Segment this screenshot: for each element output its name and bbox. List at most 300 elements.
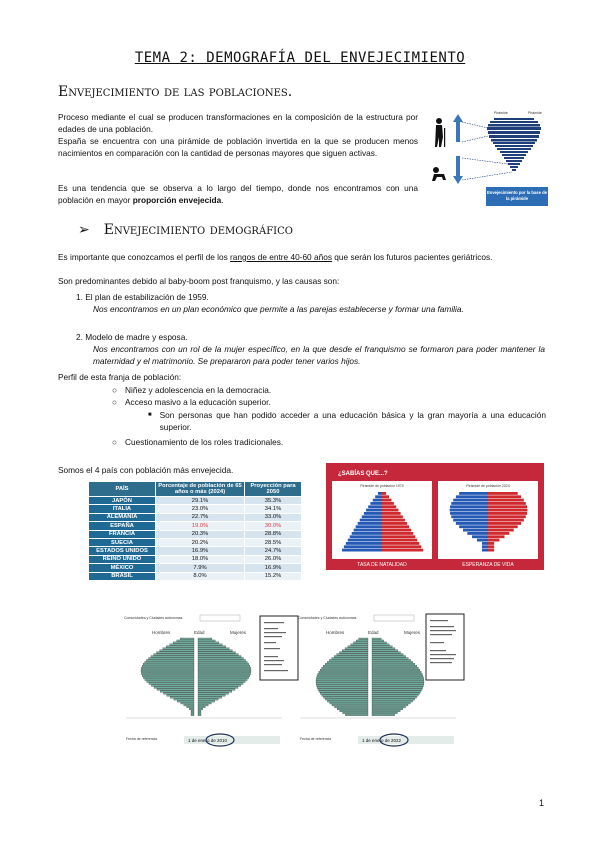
ine-left-header: Comunidades y Ciudades autónomas bbox=[124, 616, 183, 620]
ine-bar-women bbox=[198, 650, 232, 652]
pyramid-bar-women bbox=[488, 492, 518, 495]
pyramid-bar-men bbox=[450, 512, 488, 515]
ine-bar-men bbox=[351, 644, 368, 646]
ine-bar-women bbox=[372, 685, 423, 687]
pyramid-bar-women bbox=[488, 542, 494, 545]
pyramid-bar-men bbox=[451, 502, 488, 505]
table-cell-country: SUECIA bbox=[89, 538, 156, 546]
ine-left-women: Mujeres bbox=[230, 630, 247, 635]
ine-bar-men bbox=[356, 640, 368, 642]
ine-bar-men bbox=[317, 687, 368, 689]
ine-bar-men bbox=[332, 658, 368, 660]
table-cell-2050: 34.1% bbox=[245, 505, 302, 513]
ine-bar-men bbox=[345, 648, 368, 650]
ine-bar-men bbox=[342, 650, 368, 652]
arrow-up-icon bbox=[453, 114, 463, 142]
pyramid-bar-men bbox=[456, 522, 488, 525]
pyramid-bar-men bbox=[352, 532, 382, 535]
pyramid-bar-men bbox=[356, 525, 382, 528]
table-cell-2024: 22.7% bbox=[156, 513, 245, 521]
ine-bar-women bbox=[372, 659, 411, 661]
ine-bar-men bbox=[353, 642, 368, 644]
ine-bar-men bbox=[316, 683, 368, 685]
ine-bar-women bbox=[198, 691, 232, 693]
pyramid-bar-men bbox=[482, 549, 488, 552]
ine-bar-men bbox=[327, 700, 368, 702]
bullet-2: ○ Acceso masivo a la educación superior. bbox=[112, 397, 271, 407]
table-cell-2024: 20.2% bbox=[156, 538, 245, 546]
ine-2022-bars bbox=[316, 638, 424, 716]
ine-bar-women bbox=[372, 704, 408, 706]
pyramid-bar-women bbox=[382, 499, 392, 502]
table-cell-country: ALEMANIA bbox=[89, 513, 156, 521]
ine-bar-men bbox=[329, 659, 368, 661]
ine-bar-women bbox=[198, 638, 212, 640]
pyramid-bar-men bbox=[459, 525, 488, 528]
ine-bar-men bbox=[337, 708, 368, 710]
ine-bar-men bbox=[317, 685, 368, 687]
ine-bar-women bbox=[198, 648, 229, 650]
ine-bar-women bbox=[372, 658, 408, 660]
pyramid-bar-women bbox=[382, 539, 417, 542]
ine-bar-women bbox=[372, 700, 413, 702]
ine-bar-men bbox=[323, 697, 368, 699]
ine-bar-women bbox=[372, 642, 387, 644]
ine-bar-women bbox=[198, 685, 241, 687]
arrow-down-icon bbox=[453, 156, 463, 184]
ine-bar-women bbox=[198, 706, 205, 708]
paragraph-causes: Son predominantes debido al baby-boom post franquismo, y las causas son: bbox=[58, 276, 340, 286]
ine-bar-men bbox=[317, 675, 368, 677]
ine-bar-women bbox=[372, 679, 424, 681]
pyramid-bar-men bbox=[451, 515, 488, 518]
section-heading-2 bbox=[78, 222, 293, 238]
table-cell-2024: 7.9% bbox=[156, 564, 245, 572]
ine-bar-men bbox=[154, 654, 194, 656]
bullet-3: ○ Cuestionamiento de los roles tradicionales. bbox=[112, 437, 284, 447]
ine-bar-women bbox=[198, 683, 243, 685]
ine-bar-women bbox=[198, 644, 222, 646]
ine-bar-women bbox=[372, 648, 395, 650]
pyramid-bar-women bbox=[488, 529, 514, 532]
table-cell-2050: 26.0% bbox=[245, 555, 302, 563]
table-cell-country: MÉXICO bbox=[89, 564, 156, 572]
figure-pyramid-aging bbox=[428, 104, 552, 210]
pyramid-bar-men bbox=[450, 509, 488, 512]
ine-bar-women bbox=[198, 669, 251, 671]
figure-ine-pyramids bbox=[122, 612, 466, 750]
ine-bar-women bbox=[372, 710, 400, 712]
ine-bar-men bbox=[327, 661, 368, 663]
ine-bar-women bbox=[372, 654, 403, 656]
ine-bar-women bbox=[372, 640, 384, 642]
ine-bar-women bbox=[372, 695, 418, 697]
ine-bar-women bbox=[372, 638, 381, 640]
ine-bar-women bbox=[372, 644, 389, 646]
paragraph-spain: España se encuentra con una pirámide de población invertida en la que se producen menos nacimientos en comparación con la cantidad de personas mayores que siguen activas. bbox=[58, 136, 418, 158]
pyramid-bar-men bbox=[354, 529, 382, 532]
ine-bar-women bbox=[198, 642, 219, 644]
table-cell-2050: 28.8% bbox=[245, 530, 302, 538]
ine-bar-women bbox=[198, 687, 238, 689]
page-number: 1 bbox=[538, 798, 544, 808]
paragraph-intro: Es importante que conozcamos el perfil de los rangos de entre 40-60 años que serán los futuros pacientes geriátricos. bbox=[58, 252, 493, 262]
ine-bar-men bbox=[187, 706, 194, 708]
ine-bar-men bbox=[141, 673, 194, 675]
pyramid-bar-women bbox=[382, 522, 407, 525]
ranking-text: Somos el 4 país con población más envejecida. bbox=[58, 465, 234, 475]
table-cell-2050: 15.2% bbox=[245, 572, 302, 580]
ine-bar-men bbox=[359, 638, 368, 640]
figure-sabias-que bbox=[326, 463, 544, 570]
ine-bar-men bbox=[142, 675, 194, 677]
ine-bar-men bbox=[170, 644, 194, 646]
ine-bar-women bbox=[372, 708, 403, 710]
pyramid-bars bbox=[487, 118, 541, 171]
aging-table bbox=[88, 481, 302, 581]
ine-right-select bbox=[374, 615, 414, 621]
ine-bar-men bbox=[320, 693, 368, 695]
ine-bar-women bbox=[198, 704, 208, 706]
table-cell-2024: 29.1% bbox=[156, 497, 245, 505]
paragraph-definition: Proceso mediante el cual se producen transformaciones en la composición de la estructura por edades de una población. bbox=[58, 112, 418, 134]
pyramid-bar-men bbox=[348, 539, 382, 542]
ine-bar-men bbox=[345, 714, 368, 716]
ine-bar-women bbox=[372, 646, 392, 648]
pyramid-bar-women bbox=[488, 525, 518, 528]
ine-bar-women bbox=[372, 667, 418, 669]
ine-bar-women bbox=[198, 656, 241, 658]
ine-bar-men bbox=[170, 697, 194, 699]
pyramid-label-right: Pirámide bbox=[528, 111, 542, 115]
pyramid-bar-men bbox=[346, 542, 382, 545]
pyramid-bar-men bbox=[450, 505, 488, 508]
pyramid-bar-women bbox=[488, 515, 526, 518]
pyramid-bar-women bbox=[382, 519, 405, 522]
pyramid-bar-women bbox=[382, 542, 419, 545]
ine-bar-men bbox=[163, 693, 194, 695]
table-cell-2050: 33.0% bbox=[245, 513, 302, 521]
ine-right-date: 1 de enero de 2022 bbox=[362, 738, 402, 743]
ine-bar-women bbox=[372, 714, 395, 716]
pyramid-bar-women bbox=[382, 492, 386, 495]
ine-bar-men bbox=[348, 646, 368, 648]
ine-right-men: Hombres bbox=[326, 630, 345, 635]
ine-bar-women bbox=[372, 697, 417, 699]
ine-bar-men bbox=[319, 671, 368, 673]
table-header-2024: Porcentaje de población de 65 años o más (2024) bbox=[156, 482, 245, 497]
ine-bar-men bbox=[189, 708, 194, 710]
ine-bar-men bbox=[316, 681, 368, 683]
ine-bar-men bbox=[151, 656, 194, 658]
list-item-1-detail: Nos encontramos en un plan económico que permite a las parejas establecerse y formar una familia. bbox=[93, 304, 464, 314]
table-header-2050: Proyección para 2050 bbox=[245, 482, 302, 497]
ine-bar-women bbox=[198, 700, 215, 702]
pyramid-bar-men bbox=[482, 545, 488, 548]
ine-bar-men bbox=[154, 687, 194, 689]
ine-bar-men bbox=[337, 654, 368, 656]
pyramid-bar-women bbox=[382, 549, 423, 552]
ine-bar-men bbox=[167, 695, 194, 697]
ine-bar-men bbox=[160, 691, 194, 693]
ine-bar-men bbox=[141, 671, 194, 673]
pyramid-bar-men bbox=[453, 519, 488, 522]
ine-bar-men bbox=[149, 658, 194, 660]
ine-bar-men bbox=[177, 640, 194, 642]
footer-natalidad: TASA DE NATALIDAD bbox=[357, 562, 407, 568]
ine-left-men: Hombres bbox=[152, 630, 171, 635]
ine-bar-women bbox=[198, 689, 235, 691]
ine-bar-men bbox=[173, 642, 194, 644]
pyramid-bar-men bbox=[482, 542, 488, 545]
ine-bar-women bbox=[198, 640, 215, 642]
list-item-2-detail: Nos encontramos con un rol de la mujer específico, en la que desde el franquismo se formaron para poder mantener la maternidad y el matrimonio. Se prepararon para poder tener varios hijos. bbox=[93, 344, 545, 366]
ine-bar-men bbox=[181, 702, 194, 704]
table-cell-country: REINO UNIDO bbox=[89, 555, 156, 563]
list-item-2: 2. Modelo de madre y esposa. bbox=[76, 332, 188, 342]
ine-bar-men bbox=[143, 677, 194, 679]
pyramid-bar-men bbox=[456, 495, 488, 498]
table-cell-country: BRASIL bbox=[89, 572, 156, 580]
ine-bar-men bbox=[343, 712, 368, 714]
ine-left-date: 1 de enero de 2010 bbox=[188, 738, 228, 743]
table-cell-country: ITALIA bbox=[89, 505, 156, 513]
ine-bar-women bbox=[372, 687, 423, 689]
ine-bar-women bbox=[372, 677, 424, 679]
ine-bar-men bbox=[340, 710, 368, 712]
pyramid-bar-men bbox=[477, 539, 488, 542]
ine-bar-men bbox=[184, 704, 194, 706]
ine-bar-men bbox=[330, 702, 368, 704]
ine-bar-women bbox=[198, 708, 203, 710]
ine-bar-women bbox=[372, 681, 424, 683]
ine-bar-women bbox=[372, 675, 423, 677]
pyramid-bar-men bbox=[342, 549, 382, 552]
ine-bar-women bbox=[198, 667, 251, 669]
pyramid-bar-women bbox=[488, 549, 494, 552]
ine-bar-men bbox=[147, 681, 194, 683]
ine-bar-women bbox=[198, 661, 247, 663]
pyramid-bar-men bbox=[378, 492, 382, 495]
ine-bar-women bbox=[198, 698, 218, 700]
pyramid-bar-men bbox=[373, 499, 382, 502]
ine-bar-women bbox=[198, 659, 246, 661]
pyramid-bar-men bbox=[364, 512, 382, 515]
pyramid-bar-men bbox=[366, 509, 382, 512]
ine-bar-women bbox=[372, 652, 401, 654]
table-cell-country: FRANCIA bbox=[89, 530, 156, 538]
table-cell-2024: 16.9% bbox=[156, 547, 245, 555]
ine-bar-women bbox=[372, 683, 424, 685]
ine-bar-men bbox=[191, 712, 194, 714]
pyramid-bar-men bbox=[368, 505, 382, 508]
table-cell-2024: 20.3% bbox=[156, 530, 245, 538]
paragraph-trend: Es una tendencia que se observa a lo largo del tiempo, donde nos encontramos con una población en mayor proporción envejecida. bbox=[58, 183, 418, 205]
ine-bar-men bbox=[146, 659, 194, 661]
table-cell-2050: 16.9% bbox=[245, 564, 302, 572]
pyramid-right-label: Pirámide de población 2024 bbox=[466, 484, 510, 488]
ine-bar-women bbox=[198, 654, 238, 656]
ine-bar-men bbox=[325, 663, 368, 665]
ine-bar-men bbox=[318, 673, 368, 675]
ine-bar-men bbox=[323, 665, 368, 667]
ine-bar-women bbox=[198, 665, 250, 667]
ine-bar-women bbox=[198, 677, 249, 679]
pyramid-bar-women bbox=[488, 512, 527, 515]
ine-bar-women bbox=[372, 706, 405, 708]
ine-bar-men bbox=[191, 714, 194, 716]
baby-icon bbox=[432, 167, 446, 181]
ine-bar-men bbox=[142, 665, 194, 667]
ine-bar-men bbox=[163, 648, 194, 650]
ine-bar-women bbox=[372, 702, 410, 704]
ine-bar-men bbox=[174, 698, 194, 700]
ine-bar-men bbox=[335, 706, 368, 708]
table-cell-country: JAPÓN bbox=[89, 497, 156, 505]
ine-bar-men bbox=[145, 661, 194, 663]
pyramid-bar-women bbox=[382, 529, 411, 532]
ine-bar-men bbox=[320, 669, 368, 671]
pyramid-bar-men bbox=[344, 545, 382, 548]
ine-bar-women bbox=[198, 697, 222, 699]
ine-bar-men bbox=[143, 663, 194, 665]
ine-bar-men bbox=[177, 700, 194, 702]
ine-left-ref: Fecha de referencia bbox=[126, 737, 158, 741]
ine-right-ref: Fecha de referencia bbox=[300, 737, 332, 741]
ine-bar-men bbox=[160, 650, 194, 652]
sub-bullet-1: ■ Son personas que han podido acceder a una educación básica y la gran mayoría a una educación superior. bbox=[148, 410, 546, 432]
ine-bar-men bbox=[149, 683, 194, 685]
footer-esperanza: ESPERANZA DE VIDA bbox=[462, 562, 514, 568]
ine-bar-women bbox=[372, 673, 422, 675]
ine-bar-women bbox=[198, 663, 249, 665]
page-title: TEMA 2: DEMOGRAFÍA DEL ENVEJECIMIENTO bbox=[134, 50, 466, 66]
pyramid-bar-women bbox=[488, 545, 494, 548]
pyramid-bar-women bbox=[382, 535, 415, 538]
ine-left-select bbox=[200, 615, 240, 621]
pyramid-bar-men bbox=[472, 535, 488, 538]
pyramid-bar-men bbox=[463, 529, 488, 532]
pyramid-bar-women bbox=[488, 505, 527, 508]
ine-bar-men bbox=[180, 638, 194, 640]
ine-bar-men bbox=[145, 679, 194, 681]
pyramid-bar-women bbox=[488, 522, 521, 525]
ine-bar-women bbox=[198, 714, 201, 716]
ine-bar-men bbox=[339, 652, 368, 654]
pyramid-bar-women bbox=[382, 509, 398, 512]
ine-bar-men bbox=[316, 677, 368, 679]
ine-bar-women bbox=[372, 691, 421, 693]
ine-bar-women bbox=[372, 665, 417, 667]
pyramid-label-left: Pirámide bbox=[494, 111, 508, 115]
table-cell-country: ESPAÑA bbox=[89, 522, 156, 530]
table-cell-2024: 19.0% bbox=[156, 522, 245, 530]
ine-bar-men bbox=[191, 710, 194, 712]
pyramid-bar-men bbox=[362, 515, 382, 518]
ine-bar-women bbox=[198, 695, 225, 697]
pyramid-bar-men bbox=[459, 492, 488, 495]
ine-bar-women bbox=[198, 710, 201, 712]
ine-bar-men bbox=[141, 669, 194, 671]
pyramid-bar-women bbox=[382, 512, 401, 515]
ine-bar-women bbox=[198, 652, 235, 654]
ine-right-header: Comunidades y Ciudades autónomas bbox=[298, 616, 357, 620]
pyramid-bar-men bbox=[370, 502, 382, 505]
table-cell-2050: 28.5% bbox=[245, 538, 302, 546]
ine-bar-women bbox=[198, 681, 245, 683]
pyramid-left-label: Pirámide de población 1970 bbox=[360, 484, 404, 488]
ine-bar-men bbox=[157, 689, 194, 691]
ine-bar-men bbox=[332, 704, 368, 706]
ine-bar-women bbox=[372, 650, 398, 652]
table-cell-2050: 35.3% bbox=[245, 497, 302, 505]
bullet-1: ○ Niñez y adolescencia en la democracia. bbox=[112, 385, 272, 395]
ine-bar-women bbox=[372, 689, 422, 691]
ine-bar-women bbox=[372, 693, 420, 695]
pyramid-bar-women bbox=[488, 539, 499, 542]
ine-right-women: Mujeres bbox=[404, 630, 421, 635]
ine-bar-men bbox=[322, 667, 368, 669]
pyramid-bar-men bbox=[358, 522, 382, 525]
pyramid-bar-women bbox=[488, 499, 524, 502]
pyramid-bar-women bbox=[488, 502, 526, 505]
ine-bar-men bbox=[319, 691, 368, 693]
ine-bar-women bbox=[198, 712, 201, 714]
ine-bar-men bbox=[166, 646, 194, 648]
ine-bar-women bbox=[198, 702, 211, 704]
table-header-country: PAÍS bbox=[89, 482, 156, 497]
table-cell-country: ESTADOS UNIDOS bbox=[89, 547, 156, 555]
table-cell-2050: 24.7% bbox=[245, 547, 302, 555]
ine-bar-men bbox=[325, 698, 368, 700]
ine-right-age: Edad bbox=[368, 630, 379, 635]
pyramid-bar-women bbox=[488, 532, 509, 535]
pyramid-bar-women bbox=[382, 495, 389, 498]
ine-bar-women bbox=[372, 712, 397, 714]
ine-bar-women bbox=[198, 671, 251, 673]
ine-left-age: Edad bbox=[194, 630, 205, 635]
ine-right-legend-box bbox=[426, 614, 464, 680]
pyramid-bar-women bbox=[382, 525, 409, 528]
ine-bar-men bbox=[318, 689, 368, 691]
pyramid-bar-women bbox=[488, 519, 524, 522]
ine-bar-women bbox=[198, 658, 243, 660]
pyramid-bar-women bbox=[488, 535, 504, 538]
elderly-person-icon bbox=[435, 118, 445, 147]
ine-bar-men bbox=[141, 667, 194, 669]
pyramid-bar-women bbox=[382, 505, 396, 508]
ine-bar-women bbox=[198, 679, 247, 681]
ine-bar-women bbox=[372, 698, 415, 700]
ine-bar-women bbox=[372, 656, 406, 658]
profile-heading: Perfil de esta franja de población: bbox=[58, 372, 182, 382]
pyramid-bar-men bbox=[375, 495, 382, 498]
table-cell-2024: 18.0% bbox=[156, 555, 245, 563]
arrow-bullet-icon: ➢ bbox=[78, 222, 90, 238]
pyramid-bar-women bbox=[382, 532, 413, 535]
section-heading-2-text: Envejecimiento demográfico bbox=[103, 222, 293, 238]
table-cell-2024: 23.0% bbox=[156, 505, 245, 513]
pyramid-bar-men bbox=[360, 519, 382, 522]
ine-bar-men bbox=[322, 695, 368, 697]
ine-bar-women bbox=[198, 693, 229, 695]
table-cell-2024: 8.0% bbox=[156, 572, 245, 580]
ine-bar-men bbox=[334, 656, 368, 658]
banner-text: ¿SABÍAS QUE...? bbox=[338, 471, 388, 477]
table-cell-2050: 30.0% bbox=[245, 522, 302, 530]
pyramid-caption: Envejecimiento por la base de la pirámide bbox=[486, 190, 548, 201]
pyramid-bar-women bbox=[382, 515, 403, 518]
